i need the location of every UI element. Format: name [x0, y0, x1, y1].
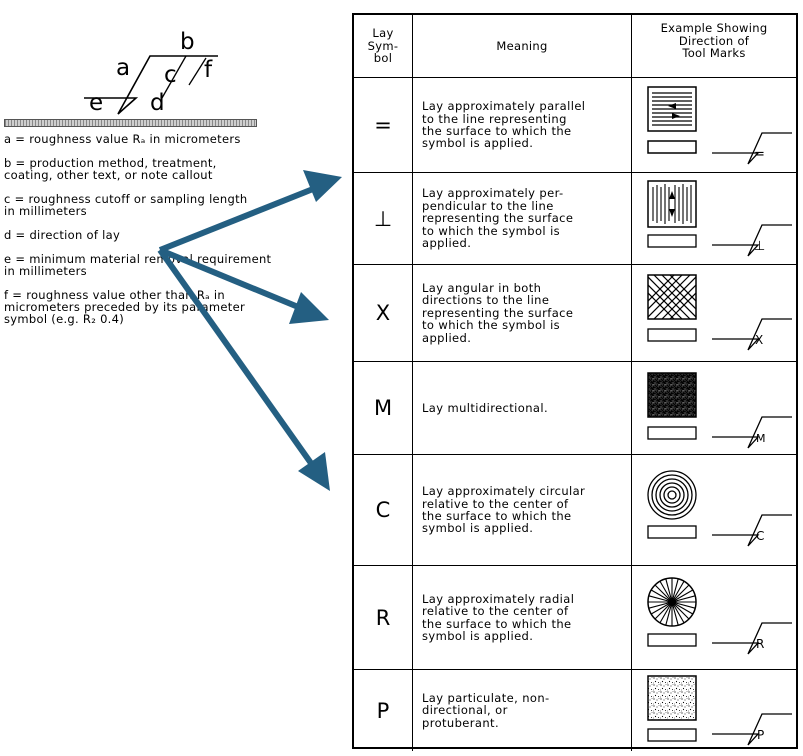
legend-item-a: a = roughness value Rₐ in micrometers [4, 132, 241, 146]
legend-item-d: d = direction of lay [4, 228, 121, 242]
header-meaning: Meaning [496, 38, 548, 53]
lay-symbol-angular: X [375, 301, 391, 325]
lay-symbol-multidirectional: M [373, 396, 393, 420]
callout-particulate: P [757, 728, 765, 742]
legend-item-c: c = roughness cutoff or sampling length in millimeters [4, 192, 248, 218]
callout-perpendicular: ⊥ [754, 239, 766, 254]
meaning-text: Lay approximately per- pendicular to the line representing the surface to which the symbol is applied. [422, 186, 574, 251]
arrow-to-perpendicular [160, 187, 318, 250]
meaning-text: Lay particulate, non- directional, or protuberant. [422, 690, 550, 730]
meaning-text: Lay angular in both directions to the line representing the surface to which the symbol is applied. [422, 280, 574, 345]
lay-symbol-parallel: = [374, 113, 392, 137]
meaning-text: Lay approximately radial relative to the center of the surface to which the symbol is applied. [422, 591, 575, 643]
legend-item-f: f = roughness value other than Rₐ in micrometers preceded by its parameter symbol (e.g. R₂ 0.4) [4, 288, 245, 326]
arrow-head-perpendicular [303, 170, 342, 202]
symbol-letter-b: b [180, 29, 195, 55]
symbol-letter-f: f [204, 57, 213, 83]
lay-symbol-circular: C [375, 498, 391, 522]
arrow-head-angular [289, 292, 329, 324]
callout-radial: R [756, 637, 765, 651]
symbol-letter-d: d [150, 90, 165, 116]
lay-symbol-particulate: P [376, 698, 390, 723]
legend-item-b: b = production method, treatment, coating, other text, or note callout [4, 156, 217, 182]
meaning-text: Lay approximately parallel to the line representing the surface to which the symbol is applied. [422, 99, 586, 151]
symbol-letter-c: c [164, 62, 177, 88]
callout-parallel: = [754, 147, 765, 162]
header-symbol: Lay Sym- bol [367, 26, 399, 66]
lay-symbol-perpendicular: ⊥ [373, 206, 393, 231]
callout-circular: C [756, 529, 765, 543]
header-example: Example Showing Direction of Tool Marks [660, 21, 768, 60]
callout-angular: X [755, 333, 764, 347]
meaning-text: Lay approximately circular relative to the center of the surface to which the symbol is applied. [422, 484, 586, 536]
meaning-text: Lay multidirectional. [422, 400, 548, 415]
symbol-letter-a: a [116, 55, 131, 81]
legend-item-e: e = minimum material removal requirement in millimeters [4, 252, 272, 278]
arrow-head-circular [298, 452, 330, 491]
lay-symbol-radial: R [375, 605, 391, 630]
symbol-letter-e: e [89, 90, 104, 116]
callout-multidirectional: M [756, 432, 766, 445]
